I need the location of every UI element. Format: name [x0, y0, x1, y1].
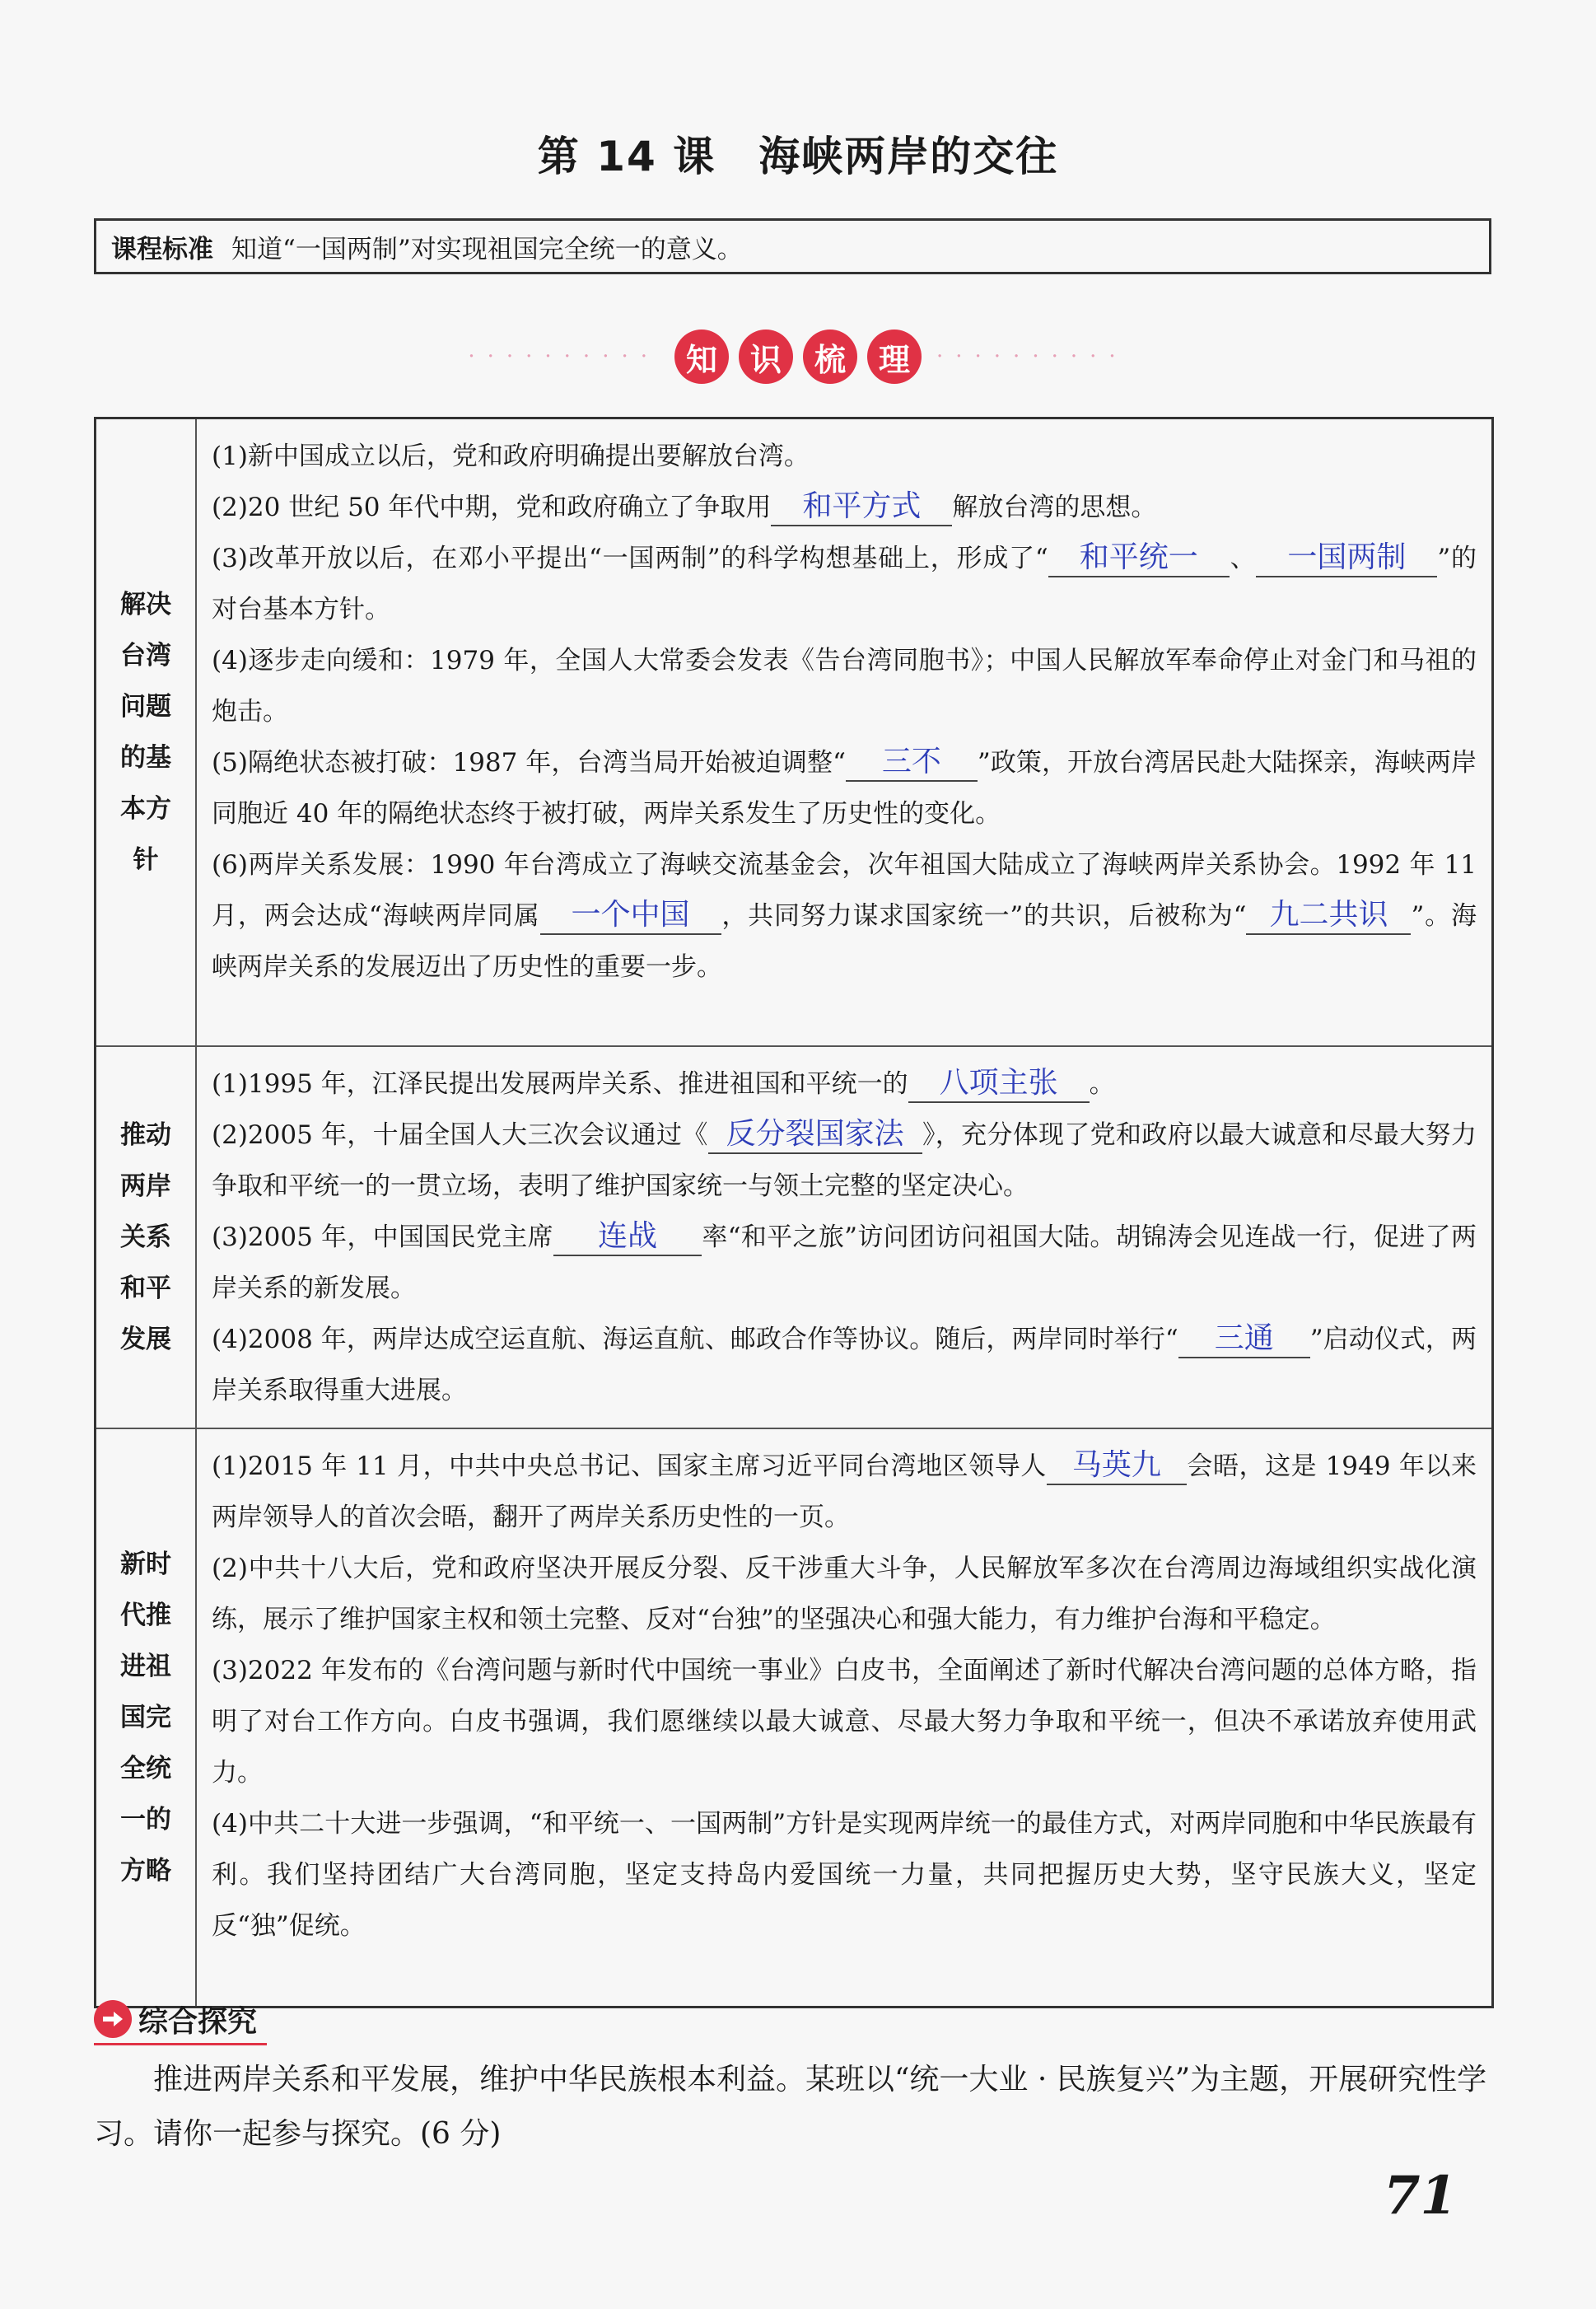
table-row [96, 418, 1493, 1047]
comprehensive-inquiry-label: 综合探究 [138, 2004, 258, 2039]
lesson-title [0, 124, 1596, 183]
banner-title [674, 330, 922, 384]
list-item: (2)中共十八大后，党和政府坚决开展反分裂、反干涉重大斗争，人民解放军多次在台湾周边海域组织实战化演练，展示了维护国家主权和领土完整、反对“台独”的坚强决心和强大能力，有力维护台海和平稳定。 [212, 1554, 1477, 1634]
list-item: (4)中共二十大进一步强调，“和平统一、一国两制”方针是实现两岸统一的最佳方式，对两岸同胞和中华民族最有利。我们坚持团结广大台湾同胞，坚定支持岛内爱国统一力量，共同把握历史大势，坚守民族大义，坚定反“独”促统。 [212, 1809, 1477, 1941]
content-cell [196, 1046, 1493, 1428]
answer-blank[interactable]: 和平方式 [771, 487, 952, 526]
banner-char: 梳 [803, 330, 857, 384]
list-item: (3)2022 年发布的《台湾问题与新时代中国统一事业》白皮书，全面阐述了新时代解决台湾问题的总体方略，指明了对台工作方向。白皮书强调，我们愿继续以最大诚意、尽最大努力争取和平统一，但决不承诺放弃使用武力。 [212, 1656, 1477, 1788]
answer-blank[interactable]: 一国两制 [1256, 538, 1437, 577]
arrow-right-icon [94, 2000, 132, 2038]
lesson-name: 海峡两岸的交往 [758, 133, 1059, 180]
banner-dots-left: ·········· [468, 344, 660, 369]
list-item: (5)隔绝状态被打破：1987 年，台湾当局开始被迫调整“ 三不 ”政策，开放台湾居民赴大陆探亲，海峡两岸同胞近 40 年的隔绝状态终于被打破，两岸关系发生了历史性的变化。 [212, 744, 1477, 829]
answer-blank[interactable]: 九二共识 [1246, 895, 1411, 935]
answer-blank[interactable]: 和平统一 [1048, 538, 1230, 577]
banner-dots-right: ·········· [936, 344, 1128, 369]
list-item: (3)改革开放以后，在邓小平提出“一国两制”的科学构想基础上，形成了“ 和平统一 、 一国两制 ”的对台基本方针。 [212, 540, 1477, 624]
knowledge-review-banner [0, 323, 1596, 390]
curriculum-standard-label: 课程标准 [111, 234, 213, 264]
list-item: (4)逐步走向缓和：1979 年，全国人大常委会发表《告台湾同胞书》；中国人民解放军奉命停止对金门和马祖的炮击。 [212, 646, 1477, 727]
list-item: (6)两岸关系发展：1990 年台湾成立了海峡交流基金会，次年祖国大陆成立了海峡两岸关系协会。1992 年 11 月，两会达成“海峡两岸同属 一个中国 ，共同努力谋求国家统一”的共识，后被称为“ 九二共识 ”。海峡两岸关系的发展迈出了历史性的重要一步。 [212, 850, 1477, 982]
answer-blank[interactable]: 三通 [1178, 1319, 1310, 1358]
page-number: 71 [1384, 2165, 1458, 2227]
content-cell [196, 418, 1493, 1047]
category-cell: 推动 两岸 关系 和平 发展 [96, 1046, 197, 1428]
banner-char: 识 [739, 330, 793, 384]
list-item: (1)1995 年，江泽民提出发展两岸关系、推进祖国和平统一的 八项主张 。 [212, 1059, 1477, 1110]
content-cell [196, 1428, 1493, 2008]
list-item: (2)2005 年，十届全国人大三次会议通过《 反分裂国家法 》，充分体现了党和政府以最大诚意和尽最大努力争取和平统一的一贯立场，表明了维护国家统一与领土完整的坚定决心。 [212, 1116, 1477, 1201]
list-item: (1)2015 年 11 月，中共中央总书记、国家主席习近平同台湾地区领导人 马英九 会晤，这是 1949 年以来两岸领导人的首次会晤，翻开了两岸关系历史性的一页。 [212, 1447, 1477, 1532]
category-cell: 解决 台湾 问题 的基 本方 针 [96, 418, 197, 1047]
knowledge-table [94, 417, 1494, 2008]
table-row [96, 1046, 1493, 1428]
list-item: (3)2005 年，中国国民党主席 连战 率“和平之旅”访问团访问祖国大陆。胡锦涛会见连战一行，促进了两岸关系的新发展。 [212, 1218, 1477, 1303]
curriculum-standard-box [94, 218, 1491, 274]
banner-char: 理 [867, 330, 922, 384]
answer-blank[interactable]: 三不 [846, 742, 978, 782]
comprehensive-inquiry-header [94, 1995, 267, 2045]
inquiry-intro-text: 推进两岸关系和平发展，维护中华民族根本利益。某班以“统一大业 · 民族复兴”为主题，开展研究性学习。请你一起参与探究。(6 分) [94, 2063, 1487, 2151]
banner-char: 知 [674, 330, 729, 384]
answer-blank[interactable]: 马英九 [1047, 1446, 1187, 1485]
answer-blank[interactable]: 反分裂国家法 [708, 1115, 922, 1154]
answer-blank[interactable]: 一个中国 [540, 895, 721, 935]
category-cell: 新时 代推 进祖 国完 全统 一的 方略 [96, 1428, 197, 2008]
curriculum-standard-text: 知道“一国两制”对实现祖国完全统一的意义。 [231, 234, 743, 264]
lesson-number: 第 14 课 [537, 133, 716, 180]
answer-blank[interactable]: 连战 [553, 1217, 702, 1256]
table-row [96, 1428, 1493, 2008]
list-item: (4)2008 年，两岸达成空运直航、海运直航、邮政合作等协议。随后，两岸同时举行“ 三通 ”启动仪式，两岸关系取得重大进展。 [212, 1320, 1477, 1405]
answer-blank[interactable]: 八项主张 [908, 1063, 1090, 1103]
list-item: (2)20 世纪 50 年代中期，党和政府确立了争取用 和平方式 解放台湾的思想。 [212, 482, 1477, 533]
list-item: (1)新中国成立以后，党和政府明确提出要解放台湾。 [212, 442, 810, 471]
